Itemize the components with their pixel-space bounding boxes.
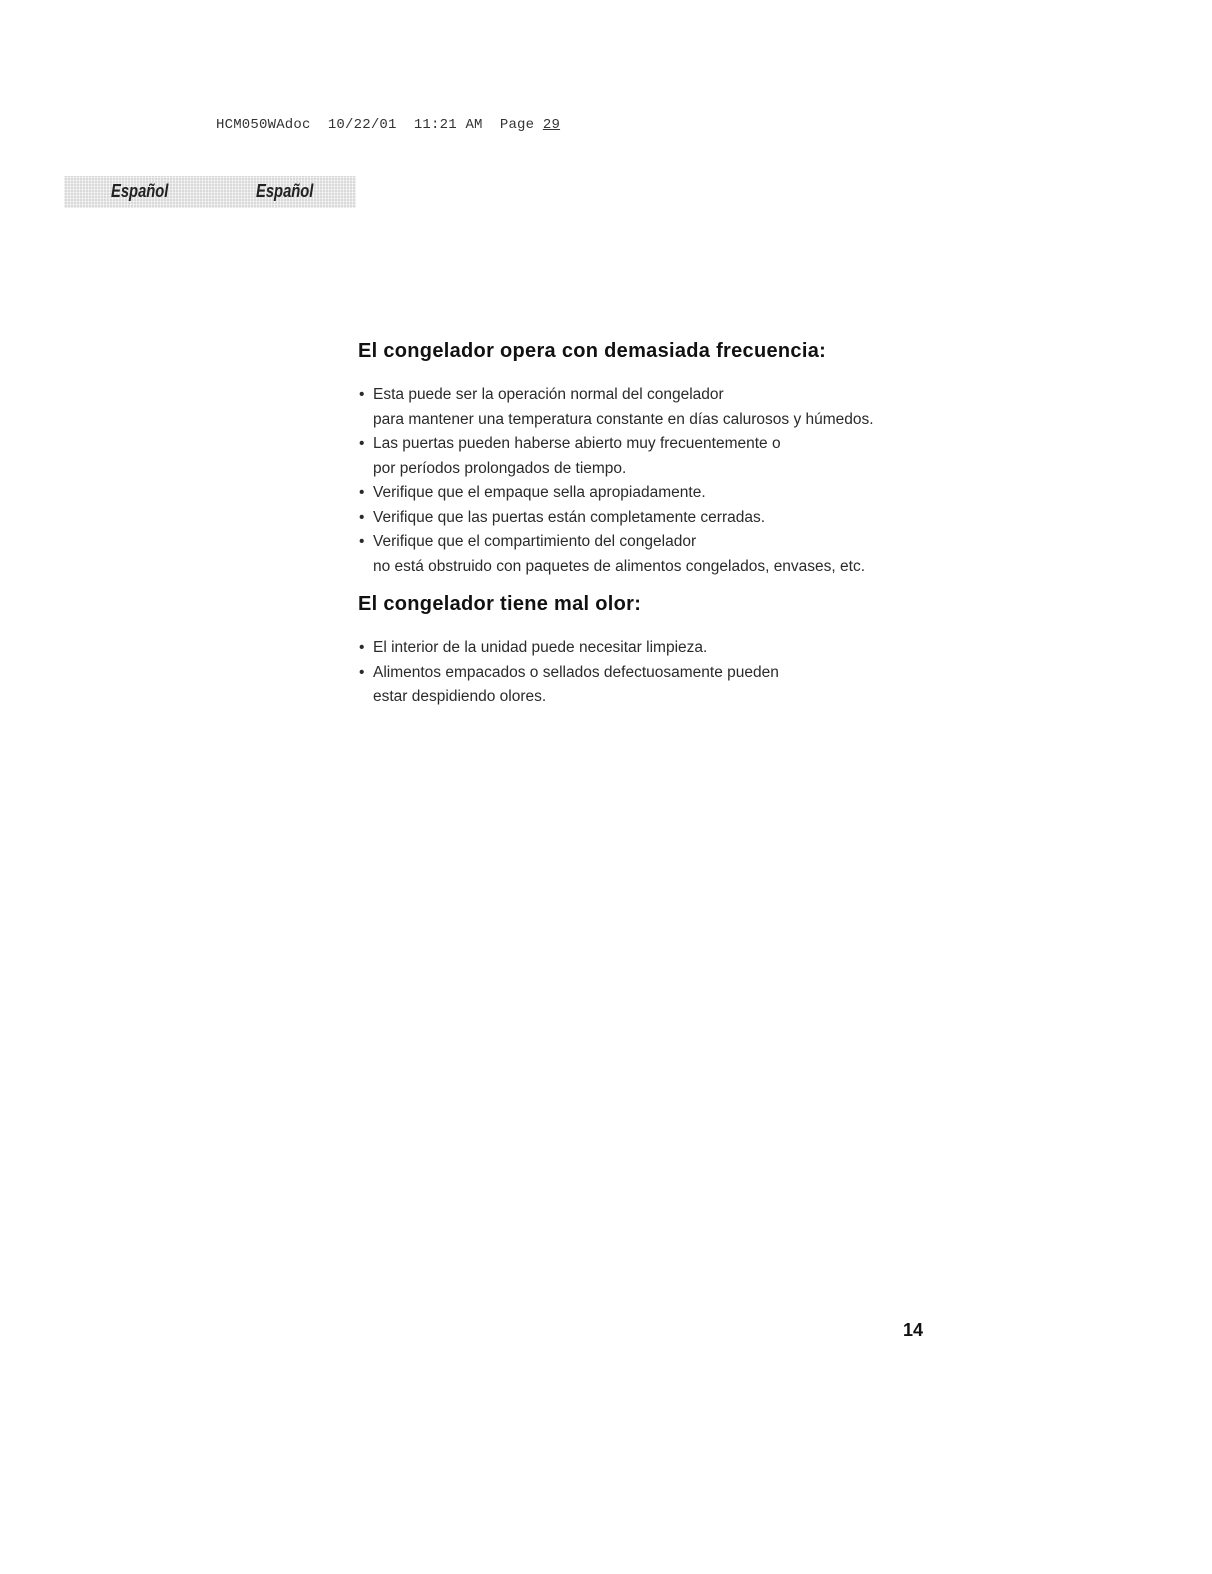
page-number: 14 bbox=[903, 1320, 924, 1340]
list-item bbox=[358, 432, 958, 481]
list-item bbox=[358, 530, 958, 579]
list-item bbox=[358, 661, 958, 710]
list-item bbox=[358, 506, 958, 531]
list-item-line: • Esta puede ser la operación normal del congelador bbox=[373, 386, 724, 403]
print-header bbox=[216, 117, 560, 133]
troubleshooting-content bbox=[358, 340, 958, 710]
bullet-list bbox=[358, 636, 958, 710]
section-freezer-runs-too-often bbox=[358, 340, 958, 579]
language-tab bbox=[64, 176, 356, 208]
list-item bbox=[358, 636, 958, 661]
section-title: El congelador tiene mal olor: bbox=[358, 593, 642, 615]
language-tab-label-right: Español bbox=[256, 181, 314, 201]
list-item-line: • Verifique que el compartimiento del congelador bbox=[373, 533, 697, 550]
section-title: El congelador opera con demasiada frecuencia: bbox=[358, 340, 827, 362]
list-item-line: no está obstruido con paquetes de alimentos congelados, envases, etc. bbox=[373, 557, 866, 575]
list-item-line: para mantener una temperatura constante en días calurosos y húmedos. bbox=[373, 410, 874, 428]
list-item-line: • Alimentos empacados o sellados defectuosamente pueden bbox=[373, 663, 779, 681]
list-item-line: por períodos prolongados de tiempo. bbox=[373, 459, 627, 477]
print-header-page: 29 bbox=[542, 117, 561, 133]
list-item-line: estar despidiendo olores. bbox=[373, 688, 547, 705]
print-header-text: HCM050WAdoc 10/22/01 11:21 AM Page bbox=[216, 117, 543, 133]
list-item-line: • El interior de la unidad puede necesitar limpieza. bbox=[373, 639, 708, 656]
bullet-list bbox=[358, 383, 958, 579]
section-freezer-bad-odor bbox=[358, 593, 958, 710]
list-item bbox=[358, 481, 958, 506]
list-item-line: • Verifique que las puertas están completamente cerradas. bbox=[373, 508, 766, 526]
list-item-line: • Verifique que el empaque sella apropiadamente. bbox=[373, 484, 706, 501]
list-item-line: • Las puertas pueden haberse abierto muy frecuentemente o bbox=[373, 435, 781, 452]
language-tab-label-left: Español bbox=[111, 181, 169, 201]
list-item bbox=[358, 383, 958, 432]
